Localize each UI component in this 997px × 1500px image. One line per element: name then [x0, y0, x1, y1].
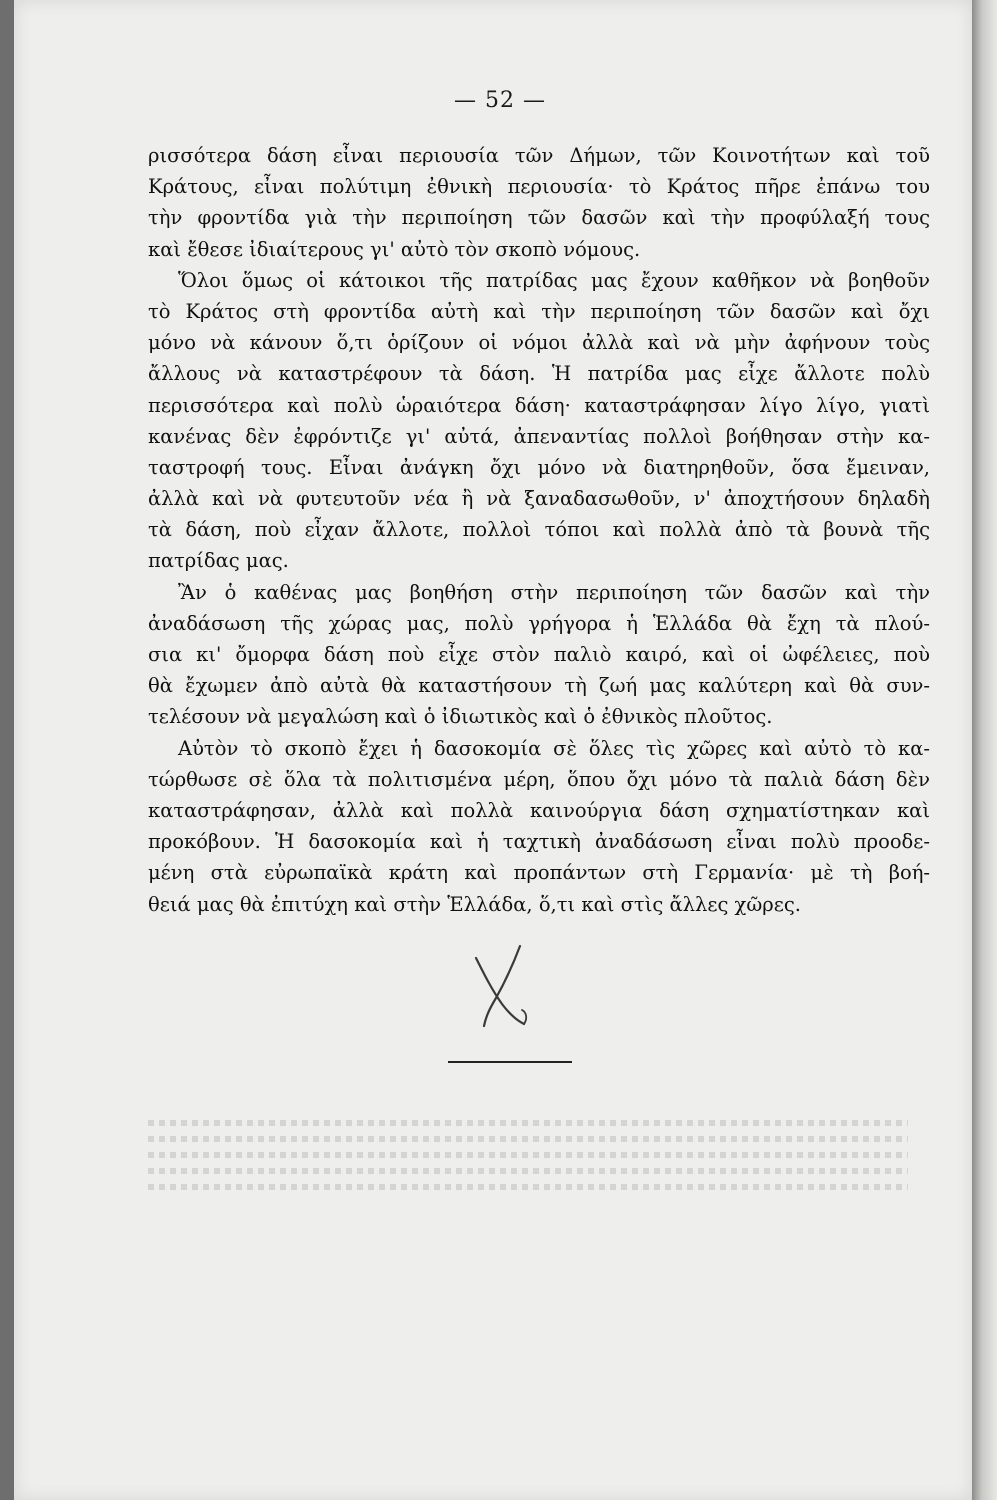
text-line: καὶ ἔθεσε ἰδιαίτερους γι' αὐτὸ τὸν σκοπὸ νόμους. [148, 237, 641, 261]
page-number: — 52 — [454, 88, 546, 113]
text-line: Αὐτὸν τὸ σκοπὸ ἔχει ἡ δασοκομία σὲ ὅλες τὶς χῶρες καὶ αὐτὸ τὸ κα- [178, 736, 930, 760]
text-line: μένη στὰ εὐρωπαϊκὰ κράτη καὶ προπάντων στὴ Γερμανία· μὲ τὴ βοή- [148, 861, 930, 885]
text-line: Ἂν ὁ καθένας μας βοηθήση στὴν περιποίηση τῶν δασῶν καὶ τὴν [178, 580, 930, 604]
body-text [148, 140, 930, 920]
text-line: τώρθωσε σὲ ὅλα τὰ πολιτισμένα μέρη, ὅπου ὄχι μόνο τὰ παλιὰ δάση δὲν [148, 767, 930, 791]
text-line: Κράτους, εἶναι πολύτιμη ἐθνικὴ περιουσία· τὸ Κράτος πῆρε ἐπάνω του [148, 175, 930, 199]
text-line: πατρίδας μας. [148, 549, 289, 573]
text-line: Ὅλοι ὅμως οἱ κάτοικοι τῆς πατρίδας μας ἔχουν καθῆκον νὰ βοηθοῦν [178, 268, 930, 292]
handwritten-x-mark [462, 940, 542, 1030]
text-line: τὴν φροντίδα γιὰ τὴν περιποίηση τῶν δασῶν καὶ τὴν προφύλαξή τους [148, 206, 930, 230]
text-line: ἄλλους νὰ καταστρέφουν τὰ δάση. Ἡ πατρίδα μας εἶχε ἄλλοτε πολὺ [148, 362, 930, 386]
text-line: ρισσότερα δάση εἶναι περιουσία τῶν Δήμων, τῶν Κοινοτήτων καὶ τοῦ [148, 144, 930, 167]
bleed-through-text [148, 1110, 908, 1330]
text-line: τελέσουν νὰ μεγαλώση καὶ ὁ ἰδιωτικὸς καὶ ὁ ἐθνικὸς πλοῦτος. [148, 705, 773, 729]
text-line: καταστράφησαν, ἀλλὰ καὶ πολλὰ καινούργια δάση σχηματίστηκαν καὶ [148, 798, 930, 822]
text-line: μόνο νὰ κάνουν ὅ,τι ὁρίζουν οἱ νόμοι ἀλλὰ καὶ νὰ μὴν ἀφήνουν τοὺς [148, 331, 930, 355]
text-line: ἀλλὰ καὶ νὰ φυτευτοῦν νέα ἢ νὰ ξαναδασωθοῦν, ν' ἀποχτήσουν δηλαδὴ [148, 487, 930, 511]
text-line: θειά μας θὰ ἐπιτύχη καὶ στὴν Ἑλλάδα, ὅ,τι καὶ στὶς ἄλλες χῶρες. [148, 892, 801, 916]
text-line: ταστροφή τους. Εἶναι ἀνάγκη ὄχι μόνο νὰ διατηρηθοῦν, ὅσα ἔμειναν, [148, 455, 930, 479]
text-line: περισσότερα καὶ πολὺ ὡραιότερα δάση· καταστράφησαν λίγο λίγο, γιατὶ [148, 393, 930, 417]
section-rule [448, 1061, 572, 1063]
text-line: ἀναδάσωση τῆς χώρας μας, πολὺ γρήγορα ἡ Ἑλλάδα θὰ ἔχη τὰ πλού- [148, 611, 930, 635]
text-line: θὰ ἔχωμεν ἀπὸ αὐτὰ θὰ καταστήσουν τὴ ζωή μας καλύτερη καὶ θὰ συν- [148, 674, 930, 698]
text-line: προκόβουν. Ἡ δασοκομία καὶ ἡ ταχτικὴ ἀναδάσωση εἶναι πολὺ προοδε- [148, 830, 930, 854]
text-line: σια κι' ὄμορφα δάση ποὺ εἶχε στὸν παλιὸ καιρό, καὶ οἱ ὠφέλειες, ποὺ [148, 643, 930, 666]
text-line: κανένας δὲν ἐφρόντιζε γι' αὐτά, ἀπεναντίας πολλοὶ βοήθησαν στὴν κα- [148, 424, 930, 448]
page-edge [972, 0, 997, 1500]
text-line: τὰ δάση, ποὺ εἶχαν ἄλλοτε, πολλοὶ τόποι καὶ πολλὰ ἀπὸ τὰ βουνὰ τῆς [148, 518, 930, 542]
text-line: τὸ Κράτος στὴ φροντίδα αὐτὴ καὶ τὴν περιποίηση τῶν δασῶν καὶ ὄχι [148, 299, 930, 323]
